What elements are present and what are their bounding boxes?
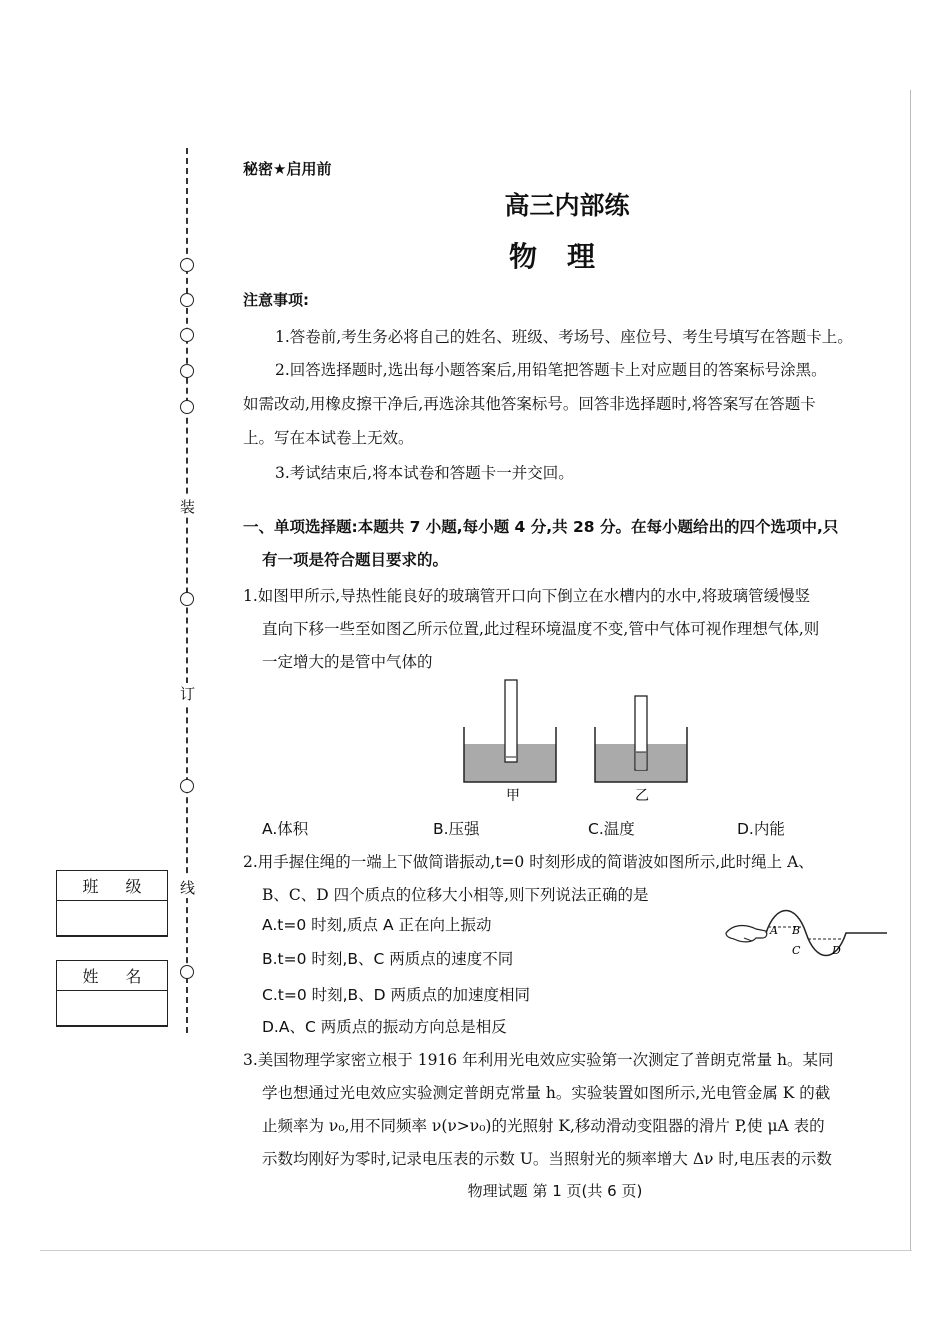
q1-text: 直向下移一些至如图乙所示位置,此过程环境温度不变,管中气体可视作理想气体,则 <box>262 620 820 638</box>
class-label: 班 级 <box>57 871 167 901</box>
name-field[interactable] <box>57 991 167 1026</box>
notice-heading: 注意事项: <box>243 291 309 309</box>
subject-title: 物理 <box>508 240 625 273</box>
binding-hole <box>180 965 194 979</box>
q2-text: B、C、D 四个质点的位移大小相等,则下列说法正确的是 <box>262 886 649 904</box>
q1-text: 一定增大的是管中气体的 <box>262 653 433 671</box>
q3-text: 学也想通过光电效应实验测定普朗克常量 h。实验装置如图所示,光电管金属 K 的截 <box>262 1084 831 1102</box>
name-info-box <box>56 960 168 1027</box>
binding-hole <box>180 400 194 414</box>
notice-item-2-cont: 如需改动,用橡皮擦干净后,再选涂其他答案标号。回答非选择题时,将答案写在答题卡 <box>243 395 816 413</box>
q2-wave-figure <box>722 905 892 970</box>
wave-curve <box>766 911 887 956</box>
exam-title: 高三内部练 <box>504 191 630 220</box>
notice-item-3: 3.考试结束后,将本试卷和答题卡一并交回。 <box>275 464 574 482</box>
q2-option-a[interactable]: A.t=0 时刻,质点 A 正在向上振动 <box>262 916 492 934</box>
binding-hole <box>180 779 194 793</box>
name-label: 姓 名 <box>57 961 167 991</box>
secret-mark: 秘密★启用前 <box>243 160 332 178</box>
binding-dashed-line <box>186 148 188 1033</box>
binding-hole <box>180 328 194 342</box>
q1-text: 1.如图甲所示,导热性能良好的玻璃管开口向下倒立在水槽内的水中,将玻璃管缓慢竖 <box>243 587 811 605</box>
page-edge-bottom <box>40 1250 912 1251</box>
binding-hole <box>180 592 194 606</box>
notice-item-1: 1.答卷前,考生务必将自己的姓名、班级、考场号、座位号、考生号填写在答题卡上。 <box>275 328 853 346</box>
q1-option-a[interactable]: A.体积 <box>262 820 309 838</box>
binding-hole <box>180 364 194 378</box>
wave-label-a: A <box>770 924 778 937</box>
tube-jia <box>505 680 517 762</box>
section-heading: 一、单项选择题:本题共 7 小题,每小题 4 分,共 28 分。在每小题给出的四个选项中,只 <box>243 518 839 536</box>
q2-option-b[interactable]: B.t=0 时刻,B、C 两质点的速度不同 <box>262 950 514 968</box>
q1-option-b[interactable]: B.压强 <box>433 820 480 838</box>
wave-label-c: C <box>792 944 801 957</box>
q1-option-d[interactable]: D.内能 <box>737 820 785 838</box>
binding-char-xian: 线 <box>180 879 196 897</box>
q2-option-d[interactable]: D.A、C 两质点的振动方向总是相反 <box>262 1018 507 1036</box>
q3-text: 止频率为 ν₀,用不同频率 ν(ν>ν₀)的光照射 K,移动滑动变阻器的滑片 P,使 μA 表的 <box>262 1117 825 1135</box>
q3-text: 示数均刚好为零时,记录电压表的示数 U。当照射光的频率增大 Δν 时,电压表的示数 <box>262 1150 832 1168</box>
section-heading-cont: 有一项是符合题目要求的。 <box>262 551 449 569</box>
q1-figure <box>455 672 695 807</box>
q2-option-c[interactable]: C.t=0 时刻,B、D 两质点的加速度相同 <box>262 986 531 1004</box>
wave-label-d: D <box>832 944 841 957</box>
fig-label-yi: 乙 <box>635 788 649 804</box>
fig-label-jia: 甲 <box>506 788 520 804</box>
q3-text: 3.美国物理学家密立根于 1916 年利用光电效应实验第一次测定了普朗克常量 h。某同 <box>243 1051 834 1069</box>
binding-char-zhuang: 装 <box>180 498 196 516</box>
class-info-box <box>56 870 168 937</box>
q1-option-c[interactable]: C.温度 <box>588 820 635 838</box>
notice-item-2: 2.回答选择题时,选出每小题答案后,用铅笔把答题卡上对应题目的答案标号涂黑。 <box>275 361 827 379</box>
page-footer: 物理试题 第 1 页(共 6 页) <box>467 1182 643 1200</box>
notice-item-2-cont: 上。写在本试卷上无效。 <box>243 429 414 447</box>
wave-label-b: B <box>792 924 801 937</box>
binding-char-ding: 订 <box>180 685 196 703</box>
binding-hole <box>180 293 194 307</box>
q2-text: 2.用手握住绳的一端上下做简谐振动,t=0 时刻形成的简谐波如图所示,此时绳上 A、 <box>243 853 814 871</box>
class-field[interactable] <box>57 901 167 936</box>
